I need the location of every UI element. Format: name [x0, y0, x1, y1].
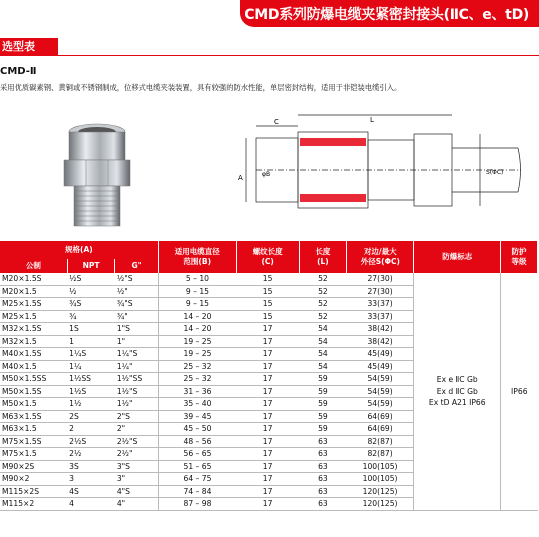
header-across-flats: 对边/最大 外径S(ΦC) — [347, 241, 414, 273]
cell-thread-length: 17 — [236, 360, 299, 373]
cell-across-flats: 45(49) — [347, 348, 414, 361]
cell-across-flats: 120(125) — [347, 485, 414, 498]
cell-thread-length: 17 — [236, 323, 299, 336]
cell-cable-range: 19 – 25 — [158, 348, 236, 361]
cell-length: 59 — [299, 398, 347, 411]
cell-thread-length: 17 — [236, 385, 299, 398]
cell-thread-length: 15 — [236, 310, 299, 323]
cell-npt: 1¼S — [67, 348, 115, 361]
cell-cable-range: 9 – 15 — [158, 285, 236, 298]
cell-length: 54 — [299, 335, 347, 348]
cell-length: 59 — [299, 423, 347, 436]
ex-mark-line: Ex d ⅡC Gb — [436, 386, 478, 396]
cell-cable-range: 48 – 56 — [158, 435, 236, 448]
cell-length: 54 — [299, 323, 347, 336]
cell-length: 59 — [299, 385, 347, 398]
title-banner — [240, 0, 539, 27]
cell-cable-range: 25 – 32 — [158, 373, 236, 386]
cell-thread-length: 17 — [236, 498, 299, 511]
cell-metric: M75×1.5 — [0, 448, 67, 461]
cell-length: 63 — [299, 435, 347, 448]
cell-cable-range: 31 – 36 — [158, 385, 236, 398]
cell-cable-range: 19 – 25 — [158, 335, 236, 348]
cell-thread-length: 17 — [236, 410, 299, 423]
product-photo — [52, 120, 147, 230]
cell-npt: 2½S — [67, 435, 115, 448]
cell-npt: 3S — [67, 460, 115, 473]
cell-g: 3" — [115, 473, 158, 486]
cell-protection: IP66 — [501, 273, 538, 510]
dim-c-label: C — [274, 118, 279, 126]
page-title: CMD系列防爆电缆夹紧密封接头(ⅡC、e、tD) — [244, 7, 529, 23]
cell-length: 52 — [299, 285, 347, 298]
cell-thread-length: 15 — [236, 285, 299, 298]
cell-g: 2" — [115, 423, 158, 436]
cell-thread-length: 15 — [236, 273, 299, 285]
cell-length: 59 — [299, 410, 347, 423]
cell-g: ½" — [115, 285, 158, 298]
cell-npt: 1S — [67, 323, 115, 336]
header-metric: 公制 — [0, 259, 67, 273]
cell-thread-length: 17 — [236, 335, 299, 348]
cell-npt: ¾ — [67, 310, 115, 323]
header-protection: 防护 等级 — [501, 241, 538, 273]
cell-cable-range: 45 – 50 — [158, 423, 236, 436]
dim-s-label: S(ΦC) — [486, 169, 504, 176]
cell-length: 63 — [299, 460, 347, 473]
cell-metric: M25×1.5 — [0, 310, 67, 323]
cell-npt: 2 — [67, 423, 115, 436]
cell-length: 52 — [299, 298, 347, 311]
cell-thread-length: 17 — [236, 398, 299, 411]
cell-length: 63 — [299, 485, 347, 498]
cell-metric: M32×1.5S — [0, 323, 67, 336]
cell-length: 52 — [299, 273, 347, 285]
cell-npt: 3 — [67, 473, 115, 486]
cell-length: 54 — [299, 348, 347, 361]
cell-metric: M90×2S — [0, 460, 67, 473]
cell-length: 59 — [299, 373, 347, 386]
cell-metric: M50×1.5 — [0, 398, 67, 411]
cell-ex-marks — [414, 273, 501, 510]
cell-across-flats: 82(87) — [347, 435, 414, 448]
cell-metric: M90×2 — [0, 473, 67, 486]
table-row — [0, 273, 538, 285]
cell-npt: 1½SS — [67, 373, 115, 386]
cell-cable-range: 35 – 40 — [158, 398, 236, 411]
ex-mark-line: Ex tD A21 IP66 — [428, 398, 486, 407]
dim-phib-label: φB — [262, 171, 271, 178]
cell-across-flats: 100(105) — [347, 473, 414, 486]
cell-g: 1½"S — [115, 385, 158, 398]
cell-npt: 4 — [67, 498, 115, 511]
cell-metric: M63×1.5 — [0, 423, 67, 436]
header-length: 长度 (L) — [299, 241, 347, 273]
cell-g: 2½"S — [115, 435, 158, 448]
cell-npt: 1½ — [67, 398, 115, 411]
cell-g: 2½" — [115, 448, 158, 461]
cell-thread-length: 17 — [236, 460, 299, 473]
dim-a-label: A — [238, 174, 243, 182]
cell-metric: M63×1.5S — [0, 410, 67, 423]
cell-metric: M50×1.5S — [0, 385, 67, 398]
cell-cable-range: 74 – 84 — [158, 485, 236, 498]
cell-across-flats: 64(69) — [347, 423, 414, 436]
cell-npt: 1 — [67, 335, 115, 348]
cell-thread-length: 17 — [236, 373, 299, 386]
cell-length: 52 — [299, 310, 347, 323]
cell-across-flats: 54(59) — [347, 373, 414, 386]
cell-npt: 2½ — [67, 448, 115, 461]
cell-across-flats: 33(37) — [347, 310, 414, 323]
technical-drawing — [236, 110, 536, 226]
cell-g: 2"S — [115, 410, 158, 423]
selection-table — [0, 241, 538, 511]
cell-npt: 2S — [67, 410, 115, 423]
cell-g: 1¼"S — [115, 348, 158, 361]
cell-npt: ½ — [67, 285, 115, 298]
cell-g: 1¼" — [115, 360, 158, 373]
cell-cable-range: 56 – 65 — [158, 448, 236, 461]
cell-length: 63 — [299, 498, 347, 511]
cell-across-flats: 82(87) — [347, 448, 414, 461]
header-cable-range: 适用电缆直径 范围(B) — [158, 241, 236, 273]
cell-metric: M50×1.5SS — [0, 373, 67, 386]
cell-cable-range: 14 – 20 — [158, 323, 236, 336]
cell-length: 54 — [299, 360, 347, 373]
cell-npt: 1½S — [67, 385, 115, 398]
cell-across-flats: 100(105) — [347, 460, 414, 473]
cell-cable-range: 39 – 45 — [158, 410, 236, 423]
model-name: CMD-Ⅱ — [0, 66, 37, 77]
cell-g: 1"S — [115, 323, 158, 336]
header-ex-mark: 防爆标志 — [414, 241, 501, 273]
cell-cable-range: 9 – 15 — [158, 298, 236, 311]
cell-across-flats: 27(30) — [347, 285, 414, 298]
cell-length: 63 — [299, 473, 347, 486]
cell-g: 1½" — [115, 398, 158, 411]
cell-cable-range: 25 – 32 — [158, 360, 236, 373]
cell-across-flats: 54(59) — [347, 385, 414, 398]
cell-metric: M115×2 — [0, 498, 67, 511]
cell-metric: M40×1.5S — [0, 348, 67, 361]
cell-thread-length: 17 — [236, 473, 299, 486]
cell-metric: M20×1.5 — [0, 285, 67, 298]
cell-metric: M40×1.5 — [0, 360, 67, 373]
section-label: 选型表 — [0, 38, 58, 55]
cell-metric: M20×1.5S — [0, 273, 67, 285]
header-spec-group: 规格(A) — [0, 241, 158, 259]
cell-cable-range: 87 – 98 — [158, 498, 236, 511]
product-description: 采用优质碳素钢、黄铜或不锈钢制成，位移式电缆夹装装置，具有较强的防水性能，单层密封结构，适用于非铠装电缆引入。 — [0, 83, 402, 92]
cell-across-flats: 38(42) — [347, 323, 414, 336]
cell-g: 1" — [115, 335, 158, 348]
cell-npt: 1¼ — [67, 360, 115, 373]
cell-across-flats: 33(37) — [347, 298, 414, 311]
cell-npt: ¾S — [67, 298, 115, 311]
cell-g: ¾"S — [115, 298, 158, 311]
cell-across-flats: 27(30) — [347, 273, 414, 285]
cell-cable-range: 51 – 65 — [158, 460, 236, 473]
ex-mark-line: Ex e ⅡC Gb — [436, 375, 478, 384]
cell-across-flats: 45(49) — [347, 360, 414, 373]
cell-g: 4" — [115, 498, 158, 511]
header-thread-length: 螺纹长度 (C) — [236, 241, 299, 273]
cell-across-flats: 38(42) — [347, 335, 414, 348]
cell-metric: M25×1.5S — [0, 298, 67, 311]
cell-metric: M32×1.5 — [0, 335, 67, 348]
cell-length: 63 — [299, 448, 347, 461]
cell-thread-length: 17 — [236, 435, 299, 448]
cell-thread-length: 17 — [236, 485, 299, 498]
cell-thread-length: 17 — [236, 448, 299, 461]
cell-g: 1½"SS — [115, 373, 158, 386]
cell-cable-range: 64 – 75 — [158, 473, 236, 486]
cell-thread-length: 15 — [236, 298, 299, 311]
dim-l-label: L — [370, 116, 374, 124]
cell-g: 3"S — [115, 460, 158, 473]
cell-cable-range: 5 – 10 — [158, 273, 236, 285]
cell-cable-range: 14 – 20 — [158, 310, 236, 323]
cell-npt: ½S — [67, 273, 115, 285]
cell-across-flats: 54(59) — [347, 398, 414, 411]
cell-across-flats: 64(69) — [347, 410, 414, 423]
cell-thread-length: 17 — [236, 423, 299, 436]
header-npt: NPT — [67, 259, 115, 273]
header-g: G" — [115, 259, 158, 273]
cell-npt: 4S — [67, 485, 115, 498]
cell-metric: M75×1.5S — [0, 435, 67, 448]
section-divider — [0, 55, 539, 56]
cell-metric: M115×2S — [0, 485, 67, 498]
cell-thread-length: 17 — [236, 348, 299, 361]
cell-across-flats: 120(125) — [347, 498, 414, 511]
cell-g: 4"S — [115, 485, 158, 498]
cell-g: ½"S — [115, 273, 158, 285]
cell-g: ¾" — [115, 310, 158, 323]
